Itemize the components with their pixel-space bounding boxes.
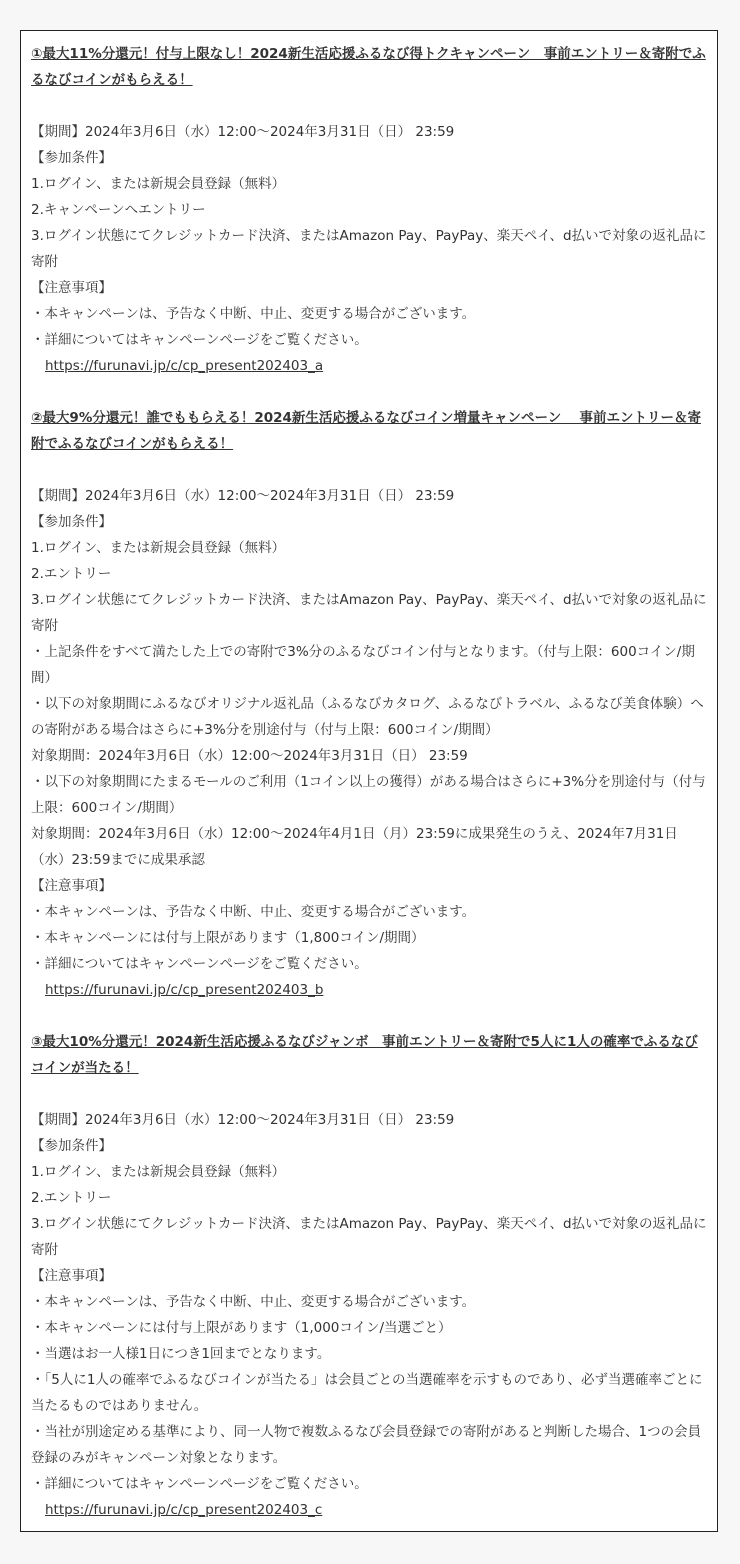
- campaign-content-box: [20, 30, 718, 1532]
- section-line: 【期間】2024年3月6日（水）12:00～2024年3月31日（日） 23:59: [31, 488, 455, 504]
- section-line: ・上記条件をすべて満たした上での寄附で3%分のふるなびコイン付与となります。（付与上限：600コイン/期間）: [31, 644, 695, 686]
- section-line: ・本キャンペーンには付与上限があります（1,000コイン/当選ごと）: [31, 1320, 452, 1336]
- section-line: ・以下の対象期間にたまるモールのご利用（1コイン以上の獲得）がある場合はさらに+3%分を別途付与（付与上限：600コイン/期間）: [31, 774, 706, 816]
- section-line: 1.ログイン、または新規会員登録（無料）: [31, 1164, 286, 1180]
- section-line: ・本キャンペーンには付与上限があります（1,800コイン/期間）: [31, 930, 425, 946]
- campaign-link[interactable]: https://furunavi.jp/c/cp_present202403_a: [45, 358, 324, 374]
- page-bottom-margin: [0, 1534, 740, 1564]
- page-top-margin: [0, 0, 740, 30]
- section-line: ・本キャンペーンは、予告なく中断、中止、変更する場合がございます。: [31, 1294, 476, 1310]
- campaign-link[interactable]: https://furunavi.jp/c/cp_present202403_b: [45, 982, 324, 998]
- section-line: 2.エントリー: [31, 566, 112, 582]
- section-title: ②最大9%分還元！誰でももらえる！2024新生活応援ふるなびコイン増量キャンペーン 事前エントリー＆寄附でふるなびコインがもらえる！: [31, 410, 701, 452]
- section-title: ③最大10%分還元！2024新生活応援ふるなびジャンボ 事前エントリー＆寄附で5人に1人の確率でふるなびコインが当たる！: [31, 1034, 698, 1076]
- section-line: 3.ログイン状態にてクレジットカード決済、またはAmazon Pay、PayPay、楽天ペイ、d払いで対象の返礼品に寄附: [31, 592, 707, 634]
- section-line: 対象期間：2024年3月6日（水）12:00～2024年3月31日（日） 23:59: [31, 748, 468, 764]
- section-line: 【参加条件】: [31, 150, 112, 166]
- section-line: ・本キャンペーンは、予告なく中断、中止、変更する場合がございます。: [31, 306, 476, 322]
- section-line: ・当社が別途定める基準により、同一人物で複数ふるなび会員登録での寄附があると判断した場合、1つの会員登録のみがキャンペーン対象となります。: [31, 1424, 702, 1466]
- section-line: 【注意事項】: [31, 878, 112, 894]
- section-title: ①最大11%分還元！付与上限なし！2024新生活応援ふるなび得トクキャンペーン 事前エントリー＆寄附でふるなびコインがもらえる！: [31, 46, 706, 88]
- section-line: 【参加条件】: [31, 514, 112, 530]
- campaign-link[interactable]: https://furunavi.jp/c/cp_present202403_c: [45, 1502, 323, 1518]
- section-line: 【期間】2024年3月6日（水）12:00～2024年3月31日（日） 23:59: [31, 1112, 455, 1128]
- section-line: 2.キャンペーンへエントリー: [31, 202, 206, 218]
- section-line: ・当選はお一人様1日につき1回までとなります。: [31, 1346, 331, 1362]
- campaign-section-2: [31, 405, 707, 1003]
- section-line: ・本キャンペーンは、予告なく中断、中止、変更する場合がございます。: [31, 904, 476, 920]
- campaign-section-3: [31, 1029, 707, 1523]
- section-line: ・詳細についてはキャンペーンページをご覧ください。: [31, 1476, 368, 1492]
- section-line: 1.ログイン、または新規会員登録（無料）: [31, 540, 286, 556]
- section-line: 【期間】2024年3月6日（水）12:00～2024年3月31日（日） 23:59: [31, 124, 455, 140]
- section-line: 【注意事項】: [31, 1268, 112, 1284]
- section-line: 3.ログイン状態にてクレジットカード決済、またはAmazon Pay、PayPay、楽天ペイ、d払いで対象の返礼品に寄附: [31, 228, 707, 270]
- campaign-section-1: [31, 41, 707, 379]
- section-line: 1.ログイン、または新規会員登録（無料）: [31, 176, 286, 192]
- section-line: ・詳細についてはキャンペーンページをご覧ください。: [31, 956, 368, 972]
- section-line: 対象期間：2024年3月6日（水）12:00～2024年4月1日（月）23:59に成果発生のうえ、2024年7月31日（水）23:59までに成果承認: [31, 826, 678, 868]
- campaign-content: [21, 31, 717, 1523]
- section-line: ・「5人に1人の確率でふるなびコインが当たる」は会員ごとの当選確率を示すものであり、必ず当選確率ごとに当たるものではありません。: [31, 1372, 703, 1414]
- section-line: 3.ログイン状態にてクレジットカード決済、またはAmazon Pay、PayPay、楽天ペイ、d払いで対象の返礼品に寄附: [31, 1216, 707, 1258]
- section-line: 【注意事項】: [31, 280, 112, 296]
- section-line: 【参加条件】: [31, 1138, 112, 1154]
- section-line: ・詳細についてはキャンペーンページをご覧ください。: [31, 332, 368, 348]
- section-line: 2.エントリー: [31, 1190, 112, 1206]
- section-line: ・以下の対象期間にふるなびオリジナル返礼品（ふるなびカタログ、ふるなびトラベル、ふるなび美食体験）への寄附がある場合はさらに+3%分を別途付与（付与上限：600コイン/期間）: [31, 696, 704, 738]
